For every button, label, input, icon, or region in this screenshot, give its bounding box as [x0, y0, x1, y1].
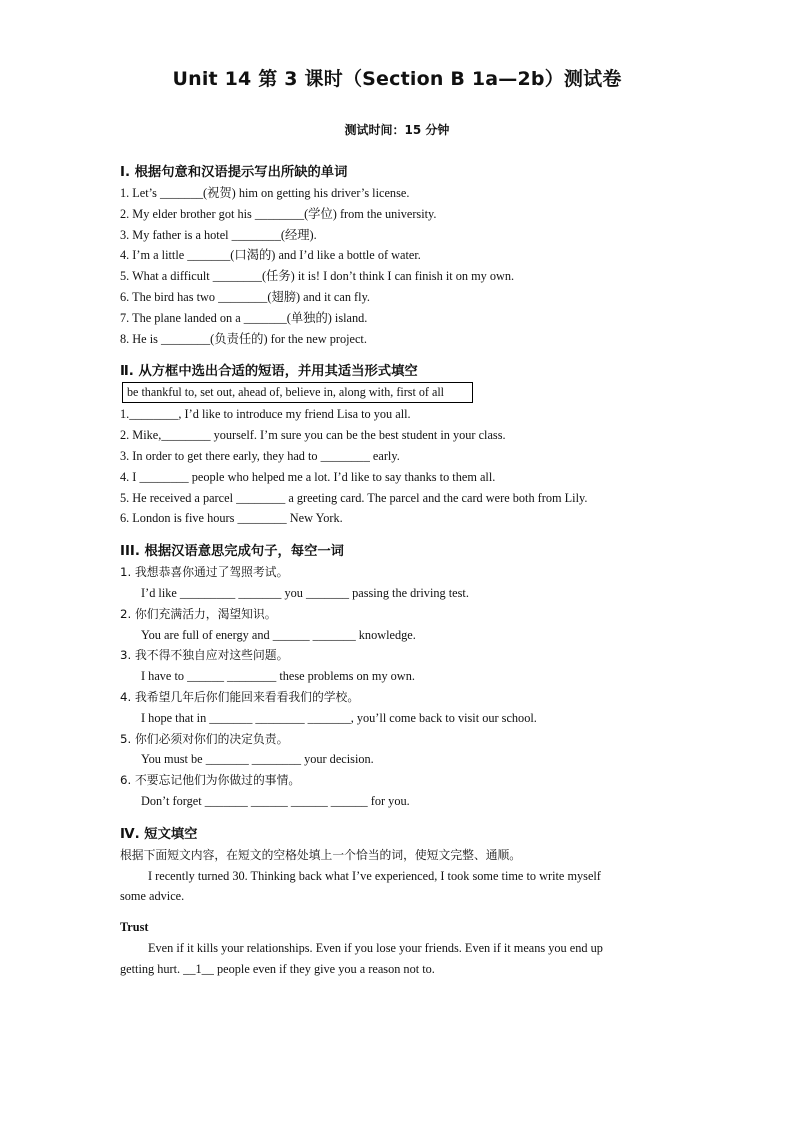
chinese-prompt: 5. 你们必须对你们的决定负责。 [120, 731, 289, 746]
english-sentence: You must be _______ ________ your decision. [141, 752, 374, 767]
phrase-box: be thankful to, set out, ahead of, believe in, along with, first of all [122, 382, 473, 403]
page-title: Unit 14 第 3 课时（Section B 1a—2b）测试卷 [172, 68, 622, 90]
question-item: 5. What a difficult ________(任务) it is! I don’t think I can finish it on my own. [120, 269, 515, 284]
instruction-text: 根据下面短文内容，在短文的空格处填上一个恰当的词，使短文完整、通顺。 [120, 847, 522, 862]
question-item: 2. Mike,________ yourself. I’m sure you can be the best student in your class. [120, 428, 506, 443]
test-time: 测试时间：15 分钟 [344, 123, 450, 137]
chinese-prompt: 1. 我想恭喜你通过了驾照考试。 [120, 565, 289, 580]
question-item: 8. He is ________(负责任的) for the new project. [120, 331, 367, 346]
section-4 [120, 824, 680, 980]
question-item: 1.________, I’d like to introduce my friend Lisa to you all. [120, 407, 411, 422]
chinese-prompt: 2. 你们充满活力，渴望知识。 [120, 606, 277, 621]
question-item: 2. My elder brother got his ________(学位) from the university. [120, 206, 437, 221]
section-1-heading: Ⅰ. 根据句意和汉语提示写出所缺的单词 [120, 165, 348, 180]
passage-subheading: Trust [120, 920, 149, 935]
english-sentence: I hope that in _______ ________ _______, you’ll come back to visit our school. [141, 710, 537, 725]
question-item: 5. He received a parcel ________ a greeting card. The parcel and the card were both from Lily. [120, 490, 588, 505]
question-item: 6. The bird has two ________(翅膀) and it can fly. [120, 289, 370, 304]
section-4-heading: Ⅳ. 短文填空 [120, 826, 198, 842]
english-sentence: Don’t forget _______ ______ ______ ______ for you. [141, 793, 410, 808]
document-body [120, 162, 680, 980]
question-item: 4. I ________ people who helped me a lot. I’d like to say thanks to them all. [120, 469, 496, 484]
passage-intro-line: some advice. [120, 889, 185, 904]
chinese-prompt: 3. 我不得不独自应对这些问题。 [120, 648, 289, 663]
english-sentence: I’d like _________ _______ you _______ passing the driving test. [141, 585, 469, 600]
question-item: 7. The plane landed on a _______(单独的) island. [120, 310, 368, 325]
passage-intro-line: I recently turned 30. Thinking back what I’ve experienced, I took some time to write myself [148, 868, 601, 883]
english-sentence: I have to ______ ________ these problems on my own. [141, 669, 415, 684]
section-2-heading: Ⅱ. 从方框中选出合适的短语，并用其适当形式填空 [120, 364, 418, 380]
section-2 [120, 361, 680, 529]
question-item: 3. My father is a hotel ________(经理). [120, 227, 317, 242]
passage-line: Even if it kills your relationships. Even if you lose your friends. Even if it means you end up [148, 941, 603, 956]
chinese-prompt: 4. 我希望几年后你们能回来看看我们的学校。 [120, 689, 360, 704]
section-3-heading: III. 根据汉语意思完成句子，每空一词 [120, 544, 344, 560]
section-1 [120, 162, 680, 349]
english-sentence: You are full of energy and ______ _______ knowledge. [141, 627, 416, 642]
question-item: 3. In order to get there early, they had to ________ early. [120, 448, 400, 463]
section-3 [120, 541, 680, 812]
chinese-prompt: 6. 不要忘记他们为你做过的事情。 [120, 773, 301, 788]
passage-line: getting hurt. __1__ people even if they give you a reason not to. [120, 961, 435, 976]
question-item: 4. I’m a little _______(口渴的) and I’d like a bottle of water. [120, 248, 421, 263]
question-item: 6. London is five hours ________ New York. [120, 511, 343, 526]
question-item: 1. Let’s _______(祝贺) him on getting his driver’s license. [120, 186, 410, 200]
